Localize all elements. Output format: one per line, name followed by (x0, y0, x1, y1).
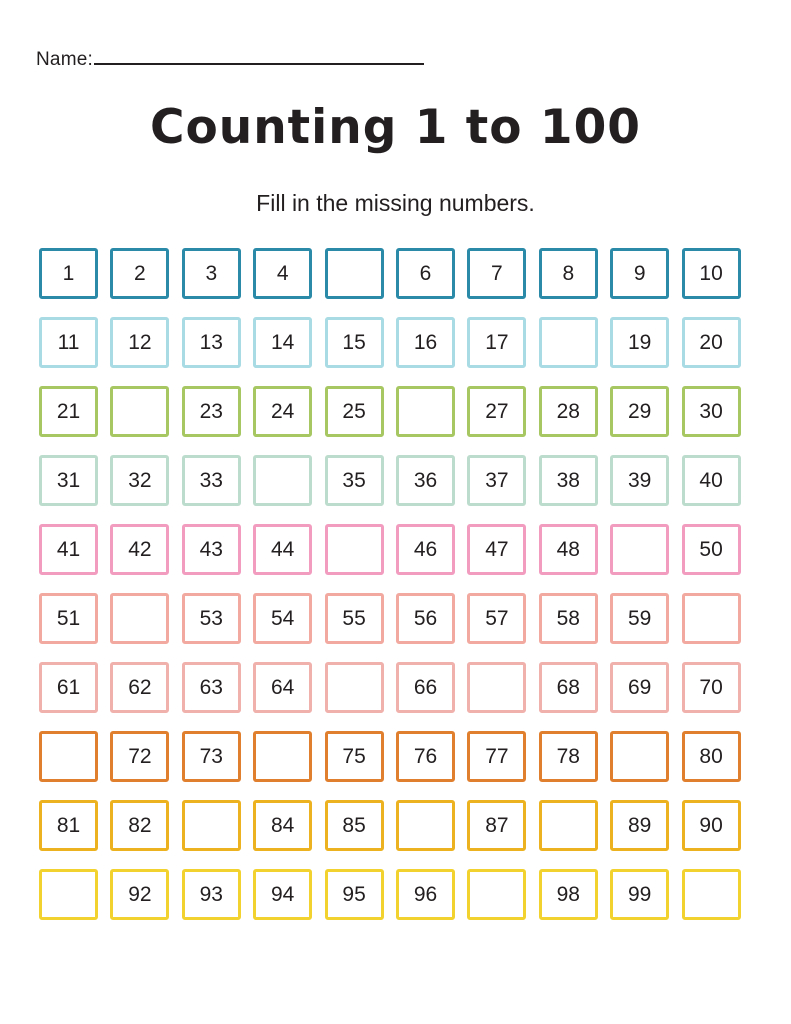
number-cell[interactable]: 31 (39, 455, 98, 506)
number-cell[interactable]: 14 (253, 317, 312, 368)
number-cell[interactable]: 58 (539, 593, 598, 644)
number-cell-blank[interactable] (539, 317, 598, 368)
number-cell[interactable]: 63 (182, 662, 241, 713)
number-cell[interactable]: 55 (325, 593, 384, 644)
number-cell[interactable]: 77 (467, 731, 526, 782)
number-cell-blank[interactable] (39, 869, 98, 920)
number-cell[interactable]: 21 (39, 386, 98, 437)
number-cell-blank[interactable] (253, 455, 312, 506)
number-cell[interactable]: 25 (325, 386, 384, 437)
number-cell[interactable]: 30 (682, 386, 741, 437)
number-cell-blank[interactable] (682, 593, 741, 644)
number-cell[interactable]: 57 (467, 593, 526, 644)
number-cell[interactable]: 84 (253, 800, 312, 851)
number-cell[interactable]: 66 (396, 662, 455, 713)
number-cell-blank[interactable] (610, 524, 669, 575)
number-cell[interactable]: 41 (39, 524, 98, 575)
number-cell[interactable]: 87 (467, 800, 526, 851)
number-cell[interactable]: 53 (182, 593, 241, 644)
number-cell-blank[interactable] (182, 800, 241, 851)
number-cell[interactable]: 43 (182, 524, 241, 575)
number-cell[interactable]: 40 (682, 455, 741, 506)
number-cell-blank[interactable] (539, 800, 598, 851)
number-cell[interactable]: 61 (39, 662, 98, 713)
number-cell[interactable]: 75 (325, 731, 384, 782)
number-cell[interactable]: 81 (39, 800, 98, 851)
number-cell[interactable]: 6 (396, 248, 455, 299)
number-cell[interactable]: 78 (539, 731, 598, 782)
number-cell[interactable]: 73 (182, 731, 241, 782)
number-cell[interactable]: 33 (182, 455, 241, 506)
number-cell[interactable]: 13 (182, 317, 241, 368)
number-cell[interactable]: 11 (39, 317, 98, 368)
number-cell[interactable]: 44 (253, 524, 312, 575)
number-cell[interactable]: 54 (253, 593, 312, 644)
number-cell-blank[interactable] (325, 662, 384, 713)
number-cell[interactable]: 23 (182, 386, 241, 437)
number-cell[interactable]: 95 (325, 869, 384, 920)
name-row (36, 46, 424, 71)
number-cell-blank[interactable] (396, 386, 455, 437)
number-cell[interactable]: 82 (110, 800, 169, 851)
number-cell-blank[interactable] (110, 386, 169, 437)
number-cell[interactable]: 89 (610, 800, 669, 851)
number-cell[interactable]: 20 (682, 317, 741, 368)
number-cell[interactable]: 8 (539, 248, 598, 299)
number-cell[interactable]: 56 (396, 593, 455, 644)
number-cell[interactable]: 80 (682, 731, 741, 782)
name-label: Name: (36, 49, 93, 70)
number-cell-blank[interactable] (467, 662, 526, 713)
number-cell[interactable]: 64 (253, 662, 312, 713)
number-cell[interactable]: 24 (253, 386, 312, 437)
number-cell[interactable]: 85 (325, 800, 384, 851)
number-cell[interactable]: 94 (253, 869, 312, 920)
number-cell[interactable]: 9 (610, 248, 669, 299)
number-cell[interactable]: 4 (253, 248, 312, 299)
number-cell[interactable]: 50 (682, 524, 741, 575)
name-input-line[interactable] (94, 46, 424, 65)
number-cell[interactable]: 99 (610, 869, 669, 920)
number-cell[interactable]: 59 (610, 593, 669, 644)
number-cell-blank[interactable] (467, 869, 526, 920)
number-cell[interactable]: 90 (682, 800, 741, 851)
number-cell-blank[interactable] (39, 731, 98, 782)
number-cell[interactable]: 96 (396, 869, 455, 920)
number-cell[interactable]: 42 (110, 524, 169, 575)
number-cell[interactable]: 93 (182, 869, 241, 920)
number-cell[interactable]: 37 (467, 455, 526, 506)
number-cell[interactable]: 39 (610, 455, 669, 506)
number-cell-blank[interactable] (396, 800, 455, 851)
number-cell[interactable]: 72 (110, 731, 169, 782)
number-cell-blank[interactable] (682, 869, 741, 920)
number-cell-blank[interactable] (110, 593, 169, 644)
number-cell[interactable]: 1 (39, 248, 98, 299)
number-cell[interactable]: 69 (610, 662, 669, 713)
page-subtitle: Fill in the missing numbers. (256, 190, 535, 216)
number-cell-blank[interactable] (610, 731, 669, 782)
number-cell[interactable]: 92 (110, 869, 169, 920)
number-cell[interactable]: 2 (110, 248, 169, 299)
number-cell[interactable]: 32 (110, 455, 169, 506)
number-cell[interactable]: 3 (182, 248, 241, 299)
number-cell[interactable]: 15 (325, 317, 384, 368)
number-cell[interactable]: 98 (539, 869, 598, 920)
number-cell[interactable]: 29 (610, 386, 669, 437)
number-cell[interactable]: 7 (467, 248, 526, 299)
number-cell[interactable]: 46 (396, 524, 455, 575)
number-cell[interactable]: 62 (110, 662, 169, 713)
number-grid (39, 248, 753, 938)
number-cell[interactable]: 19 (610, 317, 669, 368)
number-cell[interactable]: 10 (682, 248, 741, 299)
number-cell[interactable]: 16 (396, 317, 455, 368)
number-cell[interactable]: 76 (396, 731, 455, 782)
number-cell[interactable]: 35 (325, 455, 384, 506)
number-cell[interactable]: 48 (539, 524, 598, 575)
number-cell[interactable]: 51 (39, 593, 98, 644)
number-cell[interactable]: 68 (539, 662, 598, 713)
number-cell[interactable]: 36 (396, 455, 455, 506)
number-cell-blank[interactable] (253, 731, 312, 782)
page-title: Counting 1 to 100 (149, 100, 642, 155)
number-cell[interactable]: 17 (467, 317, 526, 368)
number-cell-blank[interactable] (325, 524, 384, 575)
number-cell[interactable]: 70 (682, 662, 741, 713)
number-cell-blank[interactable] (325, 248, 384, 299)
number-cell[interactable]: 27 (467, 386, 526, 437)
number-cell[interactable]: 38 (539, 455, 598, 506)
number-cell[interactable]: 28 (539, 386, 598, 437)
number-cell[interactable]: 47 (467, 524, 526, 575)
number-cell[interactable]: 12 (110, 317, 169, 368)
